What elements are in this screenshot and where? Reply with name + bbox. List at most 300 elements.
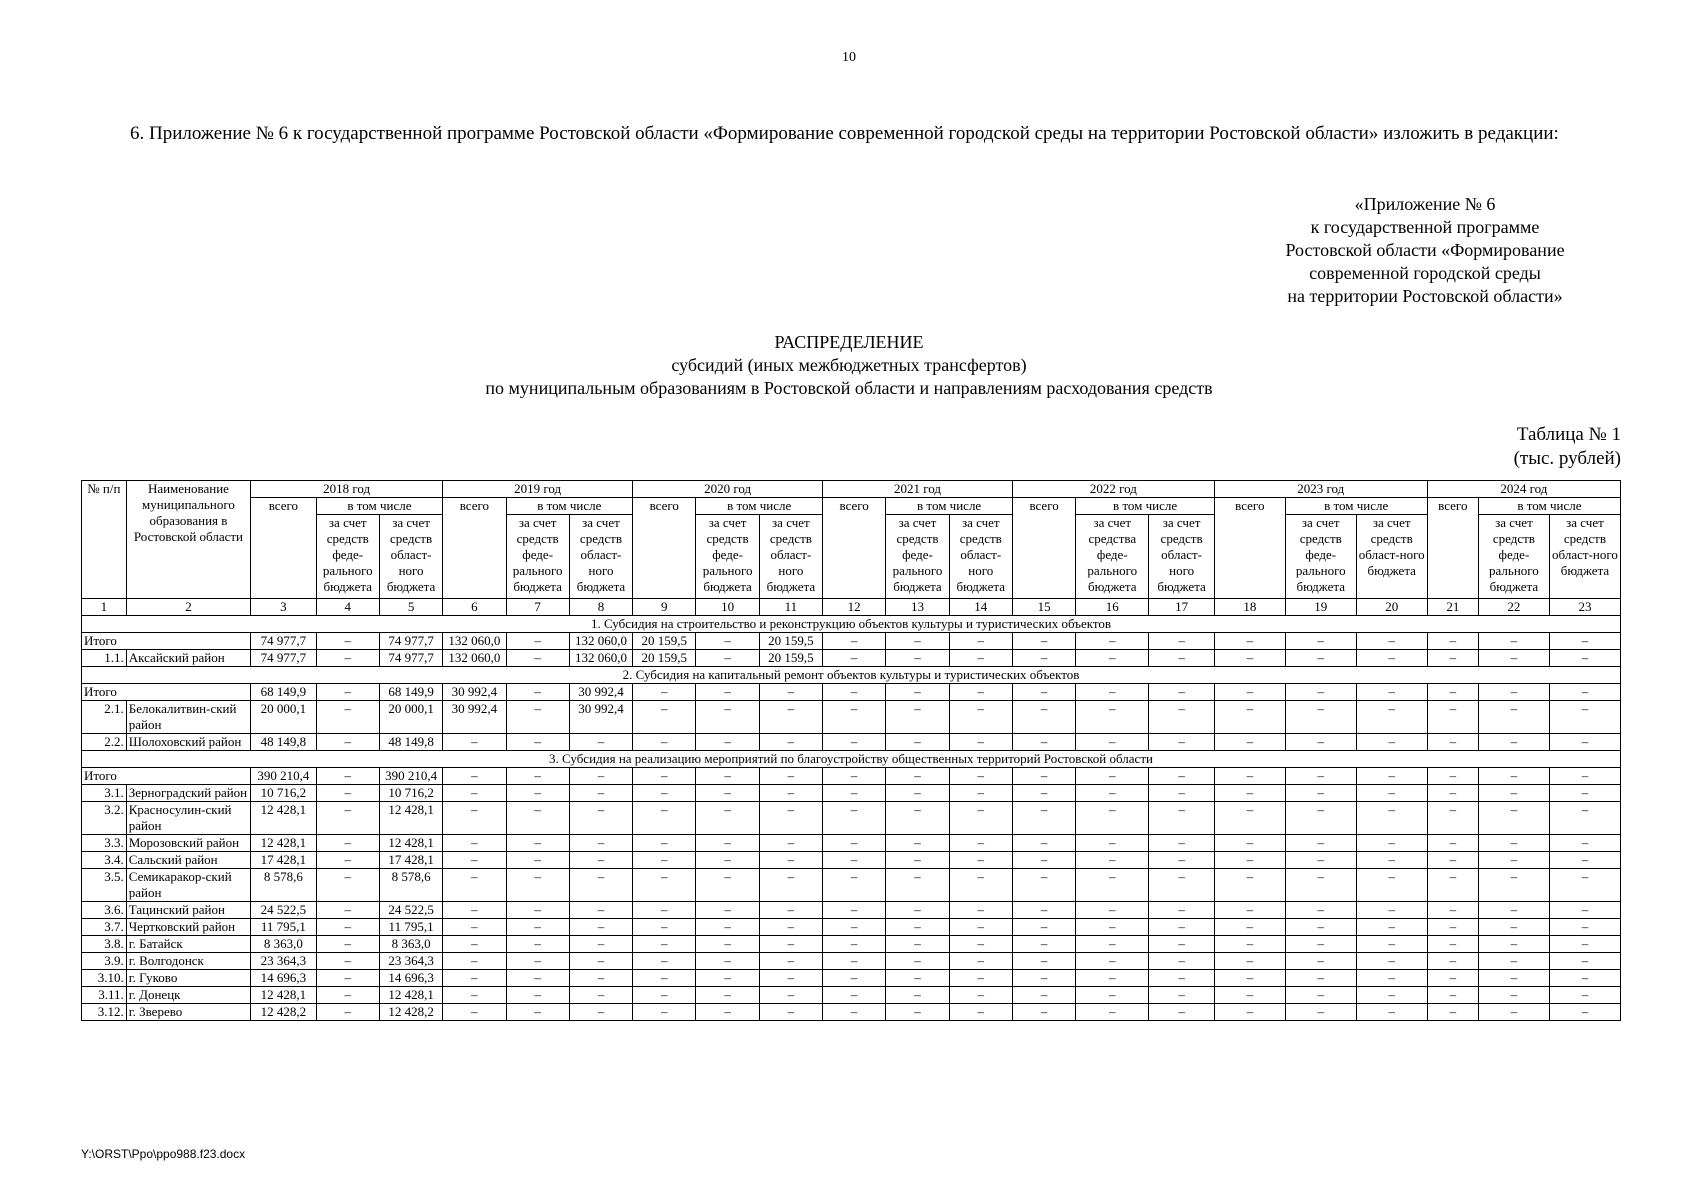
row-name: Итого <box>82 633 251 650</box>
row-value: – <box>1214 953 1285 970</box>
row-value: – <box>1285 852 1356 869</box>
table-row <box>82 802 1621 835</box>
row-value: – <box>1478 734 1549 751</box>
row-value: – <box>1149 835 1215 852</box>
row-value: – <box>1149 684 1215 701</box>
row-value: – <box>1076 869 1149 902</box>
row-value: – <box>506 953 569 970</box>
row-value: – <box>1214 987 1285 1004</box>
row-value: – <box>1478 835 1549 852</box>
row-value: – <box>506 970 569 987</box>
row-value: – <box>1478 852 1549 869</box>
row-value: – <box>633 734 696 751</box>
row-value: 24 522,5 <box>379 902 442 919</box>
row-value: – <box>1076 633 1149 650</box>
row-value: – <box>1076 835 1149 852</box>
row-value: – <box>443 936 506 953</box>
row-value: – <box>949 734 1012 751</box>
row-value: – <box>569 785 632 802</box>
column-number: 12 <box>823 599 886 616</box>
row-value: – <box>1076 802 1149 835</box>
row-name: Морозовский район <box>126 835 250 852</box>
column-number: 5 <box>379 599 442 616</box>
row-value: – <box>569 768 632 785</box>
row-value: – <box>949 835 1012 852</box>
row-value: – <box>1285 768 1356 785</box>
appendix-line: «Приложение № 6 <box>1354 194 1496 214</box>
header-incl: в том числе <box>1076 498 1215 515</box>
row-value: 390 210,4 <box>251 768 316 785</box>
row-value: – <box>316 768 379 785</box>
appendix-line: современной городской среды <box>1309 263 1541 283</box>
header-total: всего <box>823 498 886 599</box>
header-regional: за счет средств област-ного бюджета <box>1149 515 1215 599</box>
row-value: – <box>1549 684 1620 701</box>
row-value: – <box>1214 936 1285 953</box>
row-value: 68 149,9 <box>379 684 442 701</box>
row-value: – <box>569 936 632 953</box>
row-value: – <box>633 785 696 802</box>
row-value: 30 992,4 <box>443 684 506 701</box>
header-row-sub <box>82 498 1621 515</box>
row-value: – <box>1012 936 1075 953</box>
row-value: – <box>569 953 632 970</box>
row-num: 3.2. <box>82 802 127 835</box>
row-value: – <box>696 970 759 987</box>
row-value: – <box>1549 768 1620 785</box>
row-value: – <box>1549 852 1620 869</box>
table-caption <box>1514 423 1621 471</box>
row-value: – <box>316 936 379 953</box>
row-value: 20 159,5 <box>633 650 696 667</box>
header-federal: за счет средств феде-рального бюджета <box>886 515 949 599</box>
header-total: всего <box>251 498 316 599</box>
row-value: – <box>1427 835 1478 852</box>
row-value: – <box>506 633 569 650</box>
row-value: – <box>823 852 886 869</box>
row-value: – <box>1076 768 1149 785</box>
row-value: – <box>633 701 696 734</box>
row-value: – <box>886 768 949 785</box>
row-value: – <box>506 684 569 701</box>
row-value: – <box>696 785 759 802</box>
row-value: – <box>823 650 886 667</box>
column-number: 7 <box>506 599 569 616</box>
row-name: г. Зверево <box>126 1004 250 1021</box>
row-num: 3.6. <box>82 902 127 919</box>
row-value: – <box>1478 633 1549 650</box>
row-value: – <box>316 650 379 667</box>
header-regional: за счет средств област-ного бюджета <box>949 515 1012 599</box>
row-value: – <box>506 936 569 953</box>
column-number: 20 <box>1356 599 1427 616</box>
row-value: 20 000,1 <box>379 701 442 734</box>
row-value: – <box>823 785 886 802</box>
column-number: 17 <box>1149 599 1215 616</box>
row-value: – <box>759 852 822 869</box>
row-value: – <box>949 802 1012 835</box>
row-value: – <box>1478 902 1549 919</box>
row-value: – <box>759 869 822 902</box>
row-value: 48 149,8 <box>251 734 316 751</box>
header-year: 2018 год <box>251 481 443 498</box>
row-value: – <box>886 701 949 734</box>
row-value: – <box>1149 919 1215 936</box>
row-value: – <box>949 936 1012 953</box>
header-incl: в том числе <box>1478 498 1620 515</box>
row-value: – <box>823 919 886 936</box>
row-value: – <box>696 802 759 835</box>
row-value: – <box>316 802 379 835</box>
row-value: 12 428,1 <box>251 835 316 852</box>
row-num: 2.2. <box>82 734 127 751</box>
row-value: 8 578,6 <box>251 869 316 902</box>
title-line: по муниципальным образованиям в Ростовской области и направлениям расходования средств <box>485 378 1213 398</box>
row-value: 12 428,2 <box>379 1004 442 1021</box>
row-value: – <box>759 768 822 785</box>
row-value: – <box>1012 734 1075 751</box>
row-value: – <box>1076 936 1149 953</box>
row-value: 20 159,5 <box>633 633 696 650</box>
header-year: 2024 год <box>1427 481 1620 498</box>
row-value: – <box>759 987 822 1004</box>
row-value: – <box>633 919 696 936</box>
header-year: 2022 год <box>1012 481 1214 498</box>
header-regional: за счет средств област-ного бюджета <box>759 515 822 599</box>
row-value: – <box>1549 987 1620 1004</box>
row-value: 23 364,3 <box>379 953 442 970</box>
row-value: – <box>1149 734 1215 751</box>
row-value: – <box>696 633 759 650</box>
header-row-years <box>82 481 1621 498</box>
row-value: – <box>1149 701 1215 734</box>
column-number: 1 <box>82 599 127 616</box>
row-value: – <box>1012 902 1075 919</box>
row-value: – <box>696 869 759 902</box>
row-value: – <box>823 684 886 701</box>
row-value: – <box>1285 835 1356 852</box>
row-value: – <box>1285 802 1356 835</box>
row-value: – <box>1285 936 1356 953</box>
row-value: – <box>569 902 632 919</box>
row-value: – <box>1214 869 1285 902</box>
row-value: 10 716,2 <box>379 785 442 802</box>
row-value: – <box>1076 852 1149 869</box>
row-value: – <box>1012 684 1075 701</box>
table-row <box>82 869 1621 902</box>
table-row <box>82 987 1621 1004</box>
row-value: – <box>1549 734 1620 751</box>
appendix-heading <box>1265 193 1585 308</box>
row-value: – <box>696 1004 759 1021</box>
row-value: – <box>443 802 506 835</box>
row-value: – <box>316 1004 379 1021</box>
row-value: 132 060,0 <box>569 633 632 650</box>
row-value: – <box>569 802 632 835</box>
row-value: – <box>633 970 696 987</box>
column-number: 21 <box>1427 599 1478 616</box>
row-value: – <box>1076 785 1149 802</box>
row-value: 132 060,0 <box>443 633 506 650</box>
row-value: – <box>443 902 506 919</box>
row-value: – <box>823 802 886 835</box>
row-value: – <box>1285 869 1356 902</box>
row-name: Итого <box>82 768 251 785</box>
row-value: – <box>886 902 949 919</box>
row-value: – <box>1478 936 1549 953</box>
table-header <box>82 481 1621 616</box>
row-value: 74 977,7 <box>379 650 442 667</box>
row-value: – <box>886 684 949 701</box>
row-value: – <box>569 1004 632 1021</box>
header-total: всего <box>1214 498 1285 599</box>
row-value: – <box>1427 987 1478 1004</box>
row-value: – <box>1549 701 1620 734</box>
row-value: 8 363,0 <box>251 936 316 953</box>
row-value: – <box>633 802 696 835</box>
row-value: – <box>506 768 569 785</box>
row-value: – <box>1214 684 1285 701</box>
column-number: 8 <box>569 599 632 616</box>
row-name: Сальский район <box>126 852 250 869</box>
row-value: 30 992,4 <box>443 701 506 734</box>
row-value: – <box>759 902 822 919</box>
header-regional: за счет средств област-ного бюджета <box>569 515 632 599</box>
row-value: – <box>506 835 569 852</box>
row-value: – <box>316 633 379 650</box>
row-value: 10 716,2 <box>251 785 316 802</box>
row-value: – <box>506 869 569 902</box>
header-federal: за счет средств феде-рального бюджета <box>506 515 569 599</box>
row-value: – <box>696 684 759 701</box>
row-value: – <box>1427 650 1478 667</box>
row-value: – <box>1549 902 1620 919</box>
header-name: Наименование муниципального образования в Ростовской области <box>126 481 250 599</box>
row-value: – <box>823 734 886 751</box>
row-value: – <box>1214 785 1285 802</box>
column-number: 11 <box>759 599 822 616</box>
row-value: – <box>823 970 886 987</box>
row-value: – <box>633 987 696 1004</box>
row-value: – <box>506 987 569 1004</box>
row-value: – <box>1214 852 1285 869</box>
row-value: – <box>1549 1004 1620 1021</box>
row-value: – <box>949 953 1012 970</box>
row-value: – <box>1356 987 1427 1004</box>
row-value: – <box>316 869 379 902</box>
row-value: – <box>1356 650 1427 667</box>
row-value: – <box>1012 785 1075 802</box>
row-value: – <box>316 902 379 919</box>
row-value: – <box>1356 902 1427 919</box>
row-value: – <box>1149 768 1215 785</box>
row-value: – <box>886 970 949 987</box>
row-value: – <box>1478 869 1549 902</box>
row-value: – <box>1149 1004 1215 1021</box>
row-value: – <box>886 734 949 751</box>
row-value: – <box>1012 650 1075 667</box>
row-value: – <box>886 785 949 802</box>
row-value: – <box>1285 650 1356 667</box>
row-value: – <box>696 902 759 919</box>
header-total: всего <box>443 498 506 599</box>
row-value: – <box>949 633 1012 650</box>
row-value: – <box>1149 633 1215 650</box>
distribution-table <box>81 480 1621 1021</box>
row-value: – <box>316 970 379 987</box>
row-name: Аксайский район <box>126 650 250 667</box>
row-value: – <box>949 852 1012 869</box>
row-value: – <box>443 1004 506 1021</box>
header-year: 2021 год <box>823 481 1013 498</box>
row-value: – <box>1214 802 1285 835</box>
row-value: 8 578,6 <box>379 869 442 902</box>
row-name: Зерноградский район <box>126 785 250 802</box>
row-value: – <box>633 869 696 902</box>
row-value: – <box>1012 802 1075 835</box>
row-value: 17 428,1 <box>379 852 442 869</box>
header-num: № п/п <box>82 481 127 599</box>
row-value: – <box>316 684 379 701</box>
row-value: – <box>1356 936 1427 953</box>
row-value: – <box>443 852 506 869</box>
row-value: 17 428,1 <box>251 852 316 869</box>
row-value: – <box>569 835 632 852</box>
table-row <box>82 953 1621 970</box>
intro-paragraph: 6. Приложение № 6 к государственной программе Ростовской области «Формирование современной городской среды на территории Ростовской области» изложить в редакции: <box>130 123 1559 144</box>
column-number: 14 <box>949 599 1012 616</box>
row-value: – <box>1012 633 1075 650</box>
row-value: – <box>1012 869 1075 902</box>
row-value: – <box>1012 768 1075 785</box>
row-value: 8 363,0 <box>379 936 442 953</box>
row-value: – <box>1076 987 1149 1004</box>
row-value: – <box>443 734 506 751</box>
total-row <box>82 768 1621 785</box>
row-value: – <box>1427 1004 1478 1021</box>
row-value: – <box>443 768 506 785</box>
row-value: – <box>1012 987 1075 1004</box>
row-value: – <box>569 987 632 1004</box>
row-value: – <box>1214 902 1285 919</box>
row-value: 390 210,4 <box>379 768 442 785</box>
row-name: Итого <box>82 684 251 701</box>
row-value: – <box>759 1004 822 1021</box>
row-value: – <box>1149 785 1215 802</box>
row-value: – <box>1149 902 1215 919</box>
row-value: – <box>823 1004 886 1021</box>
section-title-row <box>82 616 1621 633</box>
row-name: Тацинский район <box>126 902 250 919</box>
row-name: г. Батайск <box>126 936 250 953</box>
row-value: – <box>506 701 569 734</box>
appendix-line: Ростовской области «Формирование <box>1285 240 1565 260</box>
row-value: – <box>759 734 822 751</box>
row-value: – <box>823 902 886 919</box>
row-name: Шолоховский район <box>126 734 250 751</box>
row-value: – <box>823 869 886 902</box>
row-value: – <box>1549 970 1620 987</box>
row-name: г. Донецк <box>126 987 250 1004</box>
row-value: 11 795,1 <box>251 919 316 936</box>
row-value: 30 992,4 <box>569 701 632 734</box>
row-value: – <box>759 802 822 835</box>
row-value: 132 060,0 <box>443 650 506 667</box>
file-path-footer: Y:\ORST\Ppo\ppo988.f23.docx <box>81 1147 246 1161</box>
header-incl: в том числе <box>316 498 443 515</box>
row-value: – <box>506 785 569 802</box>
row-value: – <box>443 987 506 1004</box>
row-value: 14 696,3 <box>251 970 316 987</box>
row-value: – <box>949 869 1012 902</box>
row-value: – <box>506 902 569 919</box>
row-value: 74 977,7 <box>251 633 316 650</box>
row-value: 12 428,1 <box>379 835 442 852</box>
row-value: – <box>1149 802 1215 835</box>
row-value: – <box>1214 970 1285 987</box>
row-value: – <box>1549 633 1620 650</box>
row-value: – <box>1356 768 1427 785</box>
row-value: 12 428,1 <box>251 987 316 1004</box>
row-value: – <box>1356 852 1427 869</box>
row-num: 2.1. <box>82 701 127 734</box>
row-value: – <box>886 919 949 936</box>
row-value: – <box>1012 1004 1075 1021</box>
header-federal: за счет средств феде-рального бюджета <box>696 515 759 599</box>
header-year: 2023 год <box>1214 481 1427 498</box>
row-value: – <box>1478 701 1549 734</box>
row-value: – <box>696 987 759 1004</box>
row-value: – <box>1427 936 1478 953</box>
row-value: – <box>1285 970 1356 987</box>
table-row <box>82 919 1621 936</box>
row-value: – <box>316 953 379 970</box>
row-num: 3.9. <box>82 953 127 970</box>
row-value: – <box>1427 684 1478 701</box>
row-value: – <box>1427 852 1478 869</box>
row-value: 12 428,2 <box>251 1004 316 1021</box>
column-number: 23 <box>1549 599 1620 616</box>
row-value: – <box>886 936 949 953</box>
row-num: 3.1. <box>82 785 127 802</box>
row-value: – <box>1549 936 1620 953</box>
row-value: – <box>633 684 696 701</box>
column-number: 4 <box>316 599 379 616</box>
header-year: 2019 год <box>443 481 633 498</box>
row-value: – <box>1149 953 1215 970</box>
row-value: – <box>1478 970 1549 987</box>
row-value: – <box>443 785 506 802</box>
row-value: – <box>1214 734 1285 751</box>
row-value: – <box>823 835 886 852</box>
row-name: Чертковский район <box>126 919 250 936</box>
table-row <box>82 734 1621 751</box>
row-value: – <box>949 902 1012 919</box>
distribution-table-container <box>81 480 1621 1021</box>
row-value: – <box>316 701 379 734</box>
row-value: – <box>1149 869 1215 902</box>
table-row <box>82 701 1621 734</box>
page-number: 10 <box>842 50 856 65</box>
row-value: – <box>1549 919 1620 936</box>
row-num: 3.11. <box>82 987 127 1004</box>
row-value: – <box>1149 852 1215 869</box>
row-value: – <box>443 953 506 970</box>
row-value: – <box>1356 953 1427 970</box>
row-value: – <box>1356 684 1427 701</box>
row-value: – <box>696 835 759 852</box>
column-number: 2 <box>126 599 250 616</box>
